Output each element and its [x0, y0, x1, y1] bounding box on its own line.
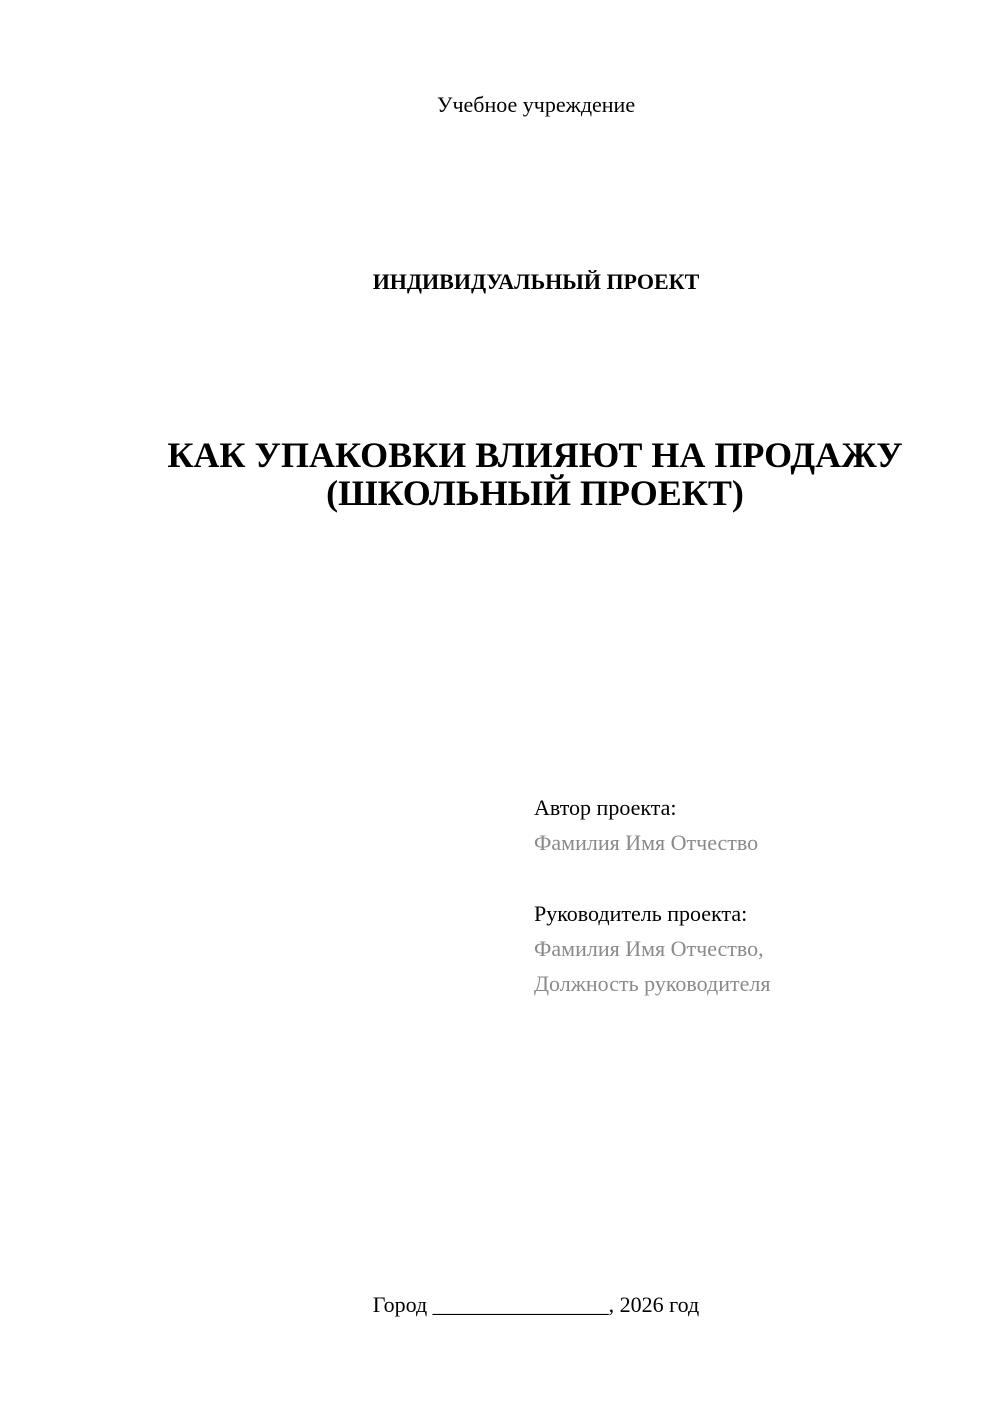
project-type-heading: ИНДИВИДУАЛЬНЫЙ ПРОЕКТ: [372, 269, 700, 294]
city-year-line: Город ________________, 2026 год: [372, 1292, 700, 1317]
author-label: Автор проекта:: [534, 795, 677, 820]
project-title: КАК УПАКОВКИ ВЛИЯЮТ НА ПРОДАЖУ (ШКОЛЬНЫЙ ПРОЕКТ): [167, 435, 903, 513]
credits-block: [534, 790, 974, 1001]
supervisor-label: Руководитель проекта:: [534, 901, 748, 926]
credits-spacer: [534, 860, 974, 896]
author-name: Фамилия Имя Отчество: [534, 830, 759, 855]
supervisor-position: Должность руководителя: [534, 971, 771, 996]
supervisor-name: Фамилия Имя Отчество,: [534, 936, 764, 961]
institution-name: Учебное учреждение: [436, 92, 636, 117]
